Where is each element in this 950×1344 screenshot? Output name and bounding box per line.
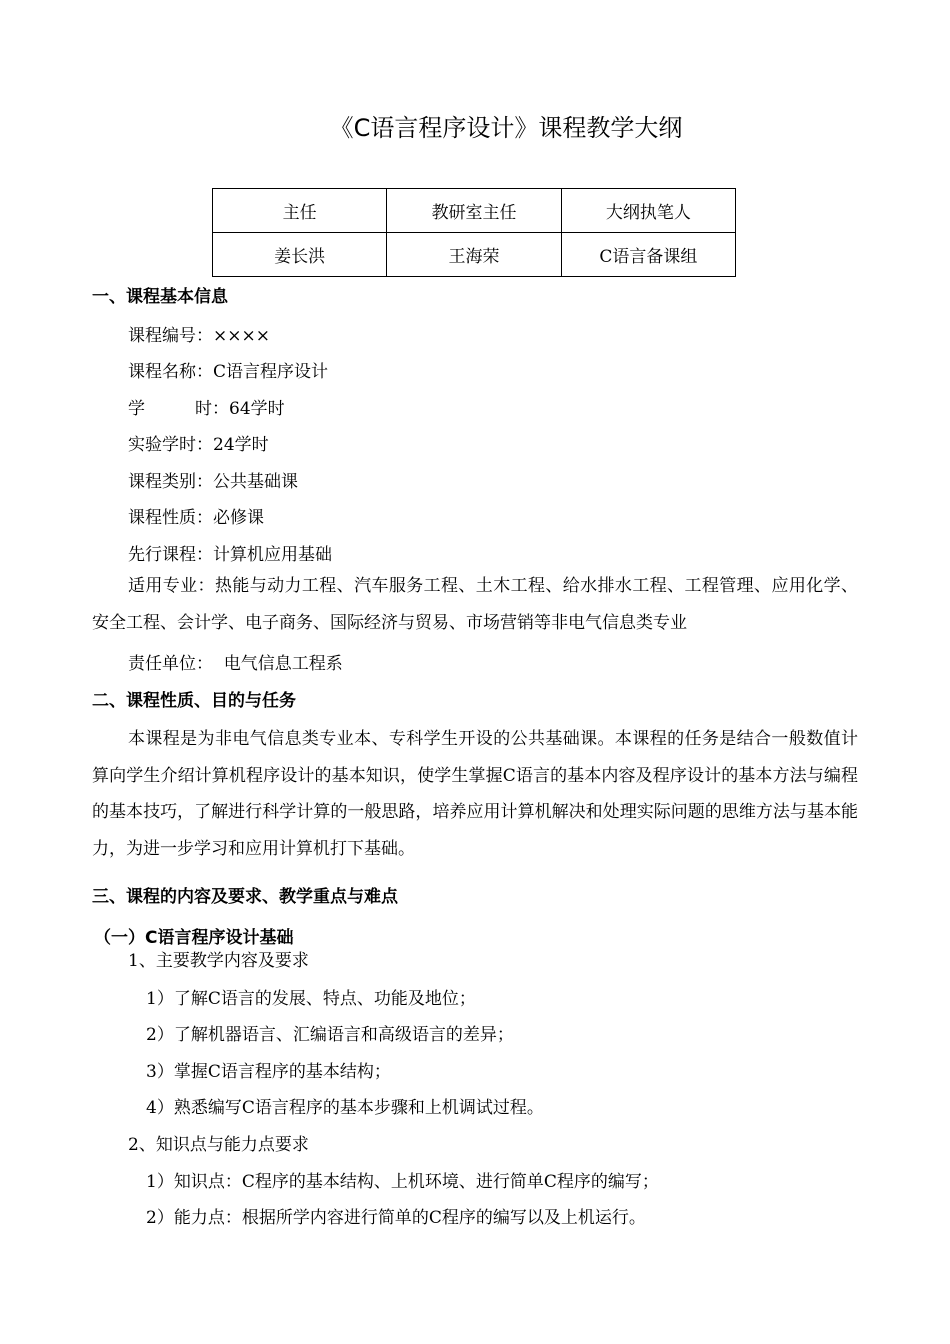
info-value: 64学时: [229, 399, 285, 419]
info-line-lab-hours: [128, 430, 269, 455]
table-cell: 王海荣: [387, 233, 561, 277]
list-item: 2）了解机器语言、汇编语言和高级语言的差异；: [146, 1025, 514, 1045]
table-row: [213, 233, 736, 277]
signature-table: [212, 188, 736, 277]
info-value: 热能与动力工程、汽车服务工程、土木工程、给水排水工程、工程管理、应用化学、安全工程、会计学、电子商务、国际经济与贸易、市场营销等非电气信息类专业: [92, 576, 859, 633]
list-item: 1）知识点：C程序的基本结构、上机环境、进行简单C程序的编写；: [146, 1172, 659, 1192]
info-label: 时：: [195, 399, 229, 419]
section-heading: 一、课程基本信息: [92, 287, 228, 307]
info-value: 电气信息工程系: [213, 654, 343, 674]
list-item: 2）能力点：根据所学内容进行简单的C程序的编写以及上机运行。: [146, 1208, 646, 1228]
section-heading: 二、课程性质、目的与任务: [92, 691, 296, 711]
table-header-cell: 教研室主任: [387, 189, 561, 233]
info-line-nature: [128, 503, 264, 528]
table-row: [213, 189, 736, 233]
info-line-category: [128, 467, 298, 492]
info-label: 责任单位：: [128, 654, 213, 674]
info-value: C语言程序设计: [213, 362, 329, 382]
info-label: 课程编号：: [128, 326, 213, 346]
part-heading: 1、主要教学内容及要求: [128, 951, 309, 971]
info-label: 先行课程：: [128, 545, 213, 565]
list-item: 3）掌握C语言程序的基本结构；: [146, 1062, 391, 1082]
info-line-department: [128, 649, 343, 674]
table-cell: 姜长洪: [213, 233, 387, 277]
table-cell: C语言备课组: [561, 233, 735, 277]
info-label: 课程类别：: [128, 472, 213, 492]
info-value: ××××: [213, 326, 270, 346]
document-title: 《C语言程序设计》课程教学大纲: [329, 114, 683, 142]
info-line-majors: [92, 568, 858, 641]
info-label: 适用专业：: [128, 576, 215, 596]
section-heading: 三、课程的内容及要求、教学重点与难点: [92, 887, 398, 907]
info-line-prerequisite: [128, 540, 332, 565]
info-line-hours: [128, 394, 285, 419]
list-item: 4）熟悉编写C语言程序的基本步骤和上机调试过程。: [146, 1098, 544, 1118]
info-label: 课程名称：: [128, 362, 213, 382]
info-value: 计算机应用基础: [213, 545, 332, 565]
table-header-cell: 大纲执笔人: [561, 189, 735, 233]
info-label: 学: [128, 399, 145, 419]
info-label: 课程性质：: [128, 508, 213, 528]
info-line-course-name: [128, 357, 328, 382]
list-item: 1）了解C语言的发展、特点、功能及地位；: [146, 989, 476, 1009]
table-header-cell: 主任: [213, 189, 387, 233]
info-value: 必修课: [213, 508, 264, 528]
info-label: 实验学时：: [128, 435, 213, 455]
subsection-heading: （一）C语言程序设计基础: [94, 928, 294, 948]
info-value: 公共基础课: [213, 472, 298, 492]
part-heading: 2、知识点与能力点要求: [128, 1135, 309, 1155]
info-line-course-code: [128, 321, 270, 346]
section-paragraph: 本课程是为非电气信息类专业本、专科学生开设的公共基础课。本课程的任务是结合一般数值计算向学生介绍计算机程序设计的基本知识，使学生掌握C语言的基本内容及程序设计的基本方法与编程的基本技巧，了解进行科学计算的一般思路，培养应用计算机解决和处理实际问题的思维方法与基本能力，为进一步学习和应用计算机打下基础。: [92, 729, 858, 859]
info-value: 24学时: [213, 435, 269, 455]
